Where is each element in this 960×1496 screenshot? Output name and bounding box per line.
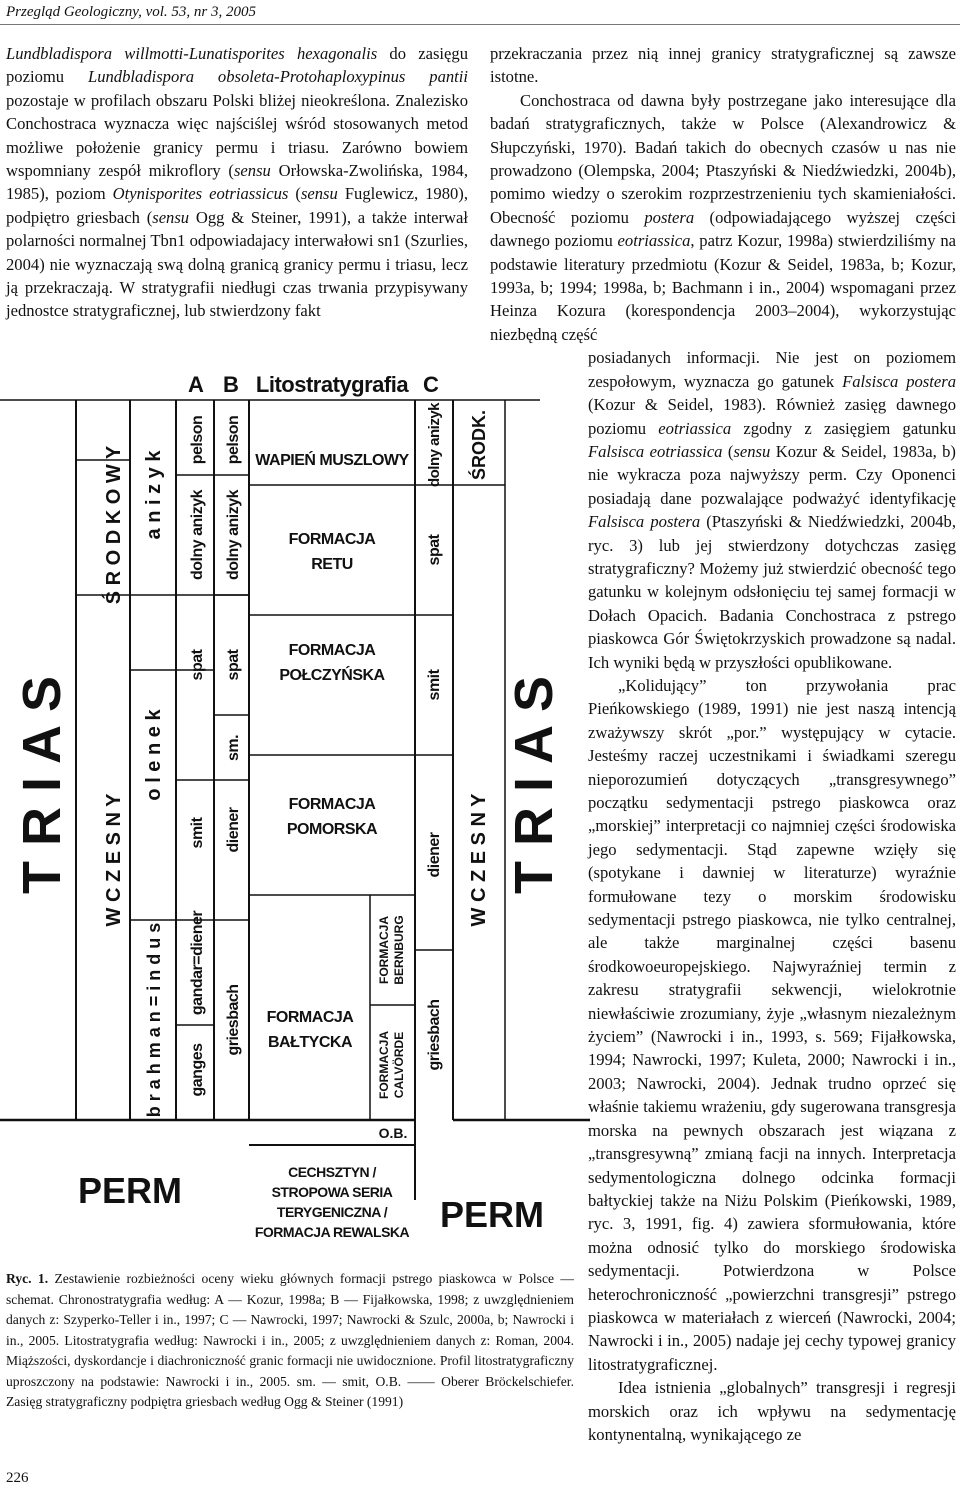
left-column-text <box>6 42 468 323</box>
fig-f-baltycka-2: BAŁTYCKA <box>268 1034 352 1051</box>
fig-header-c: C <box>423 372 439 397</box>
right-paragraph-2: Conchostraca od dawna były postrzegane jako interesujące dla badań stratygraficznych, także w Polsce (Alexandrowicz & Słupczyński, 1970). Badań takich do obecnych czasów u nas nie prowadzono (Olempska, 2004; Ptaszyński & Niedźwiedzki, 2004b), pomimo wiedzy o szerokim rozprzestrzenieniu tych skamieniałości. Obecność poziomu postera (odpowiadającego wyższej części dawnego poziomu eotriassica, patrz Kozur, 1998a) stwierdziliśmy na podstawie literatury przedmiotu (Kozur & Seidel, 1983a, b; Kozur, 1993a, b; 1994; 1998a, b; Bachmann i in., 2004) wspomagani przez Heinza Kozura (korespondencja 2003–2004), wykorzystując niezbędną część <box>490 90 956 344</box>
fig-wczesny-left: W C Z E S N Y <box>103 793 125 927</box>
fig-b-sm: sm. <box>225 734 242 762</box>
fig-olenek: o l e n e k <box>143 709 165 801</box>
right-narrow-block <box>588 346 956 1446</box>
fig-c-dolny-anizyk: dolny anizyk <box>426 402 443 488</box>
fig-c-smit: smit <box>426 669 443 701</box>
fig-a-pelson: pelson <box>189 415 206 465</box>
fig-f-polcz-1: FORMACJA <box>288 642 376 659</box>
figure-caption: Ryc. 1. Zestawienie rozbieżności oceny wieku głównych formacji pstrego piaskowca w Polsce — schemat. Chronostratygrafia według: A — Kozur, 1998a; B — Fijałkowska, 1998; z uwzględnieniem danych z: Szyperko-Teller i in., 1997; C — Nawrocki, 1997; Nawrocki & Szulc, 2000a, b; Nawrocki i in., 2005. Litostratygrafia według: Nawrocki i in., 2005; z uwzględnieniem danych z: Roman, 2004. Miąższości, dyskordancje i diachroniczność granic formacji nie uwidocznione. Profil litostratygraficzny uproszczony na podstawie: Nawrocki i in., 2005. sm. — smit, O.B. —— Oberer Bröckelschiefer. Zasięg stratygraficzny podpiętra griesbach według Ogg & Steiner (1991) <box>6 1271 574 1409</box>
fig-f-wapien: WAPIEŃ MUSZLOWY <box>255 452 409 469</box>
fig-trias-right: T R I A S <box>504 675 564 895</box>
fig-b-dolny-anizyk: dolny anizyk <box>225 489 242 581</box>
fig-f-pomor-2: POMORSKA <box>286 821 378 838</box>
right-paragraph-4: „Kolidujący” ton przywołania prac Pieńkowskiego (1989, 1991) nie jest naszą intencją zważywszy skrót „por.” występujący w cytacie. Jesteśmy raczej uczestnikami i świadkami szeregu nieporozumień dotyczących „transgresywnego” początku sedymentacji pstrego piaskowca oraz „morskiej” interpretacji co najmniej części środowiska jego sedymentacji. Stąd zapewne wzięły się (spotykane i dawniej w literaturze) wyraźnie formułowane tezy o morskim środowisku sedymentacji pstrego piaskowca, nie tylko centralnej, ale także marginalnej części basenu środkowoeuropejskiego. Najwyraźniej termin z zakresu stratygrafii sekwencji, wielokrotnie niewłaściwie zrozumiany, żyje „własnym niezależnym życiem” (Nawrocki i in., 1993, s. 569; Fijałkowska, 1994; Nawrocki, 1997; Kuleta, 2000; Nawrocki i in., 2003; Nawrocki, 2004). Jednak trudno oprzeć się właśnie takiemu wrażeniu, gdy sugerowana transgresja morska na pewnych obszarach jest wiązana z „transgresywną” zmianą facji na innych. Interpretacja sedymentologiczna dolnego odcinka formacji bałtyckiej także na Niżu Polskim (Pieńkowski, 1989, ryc. 3, 1991, fig. 4) zawiera sformułowania, które można odnosić tylko do morskiego środowiska sedymentacji. Potwierdzona w Polsce heterochroniczność „powierzchni transgresji” pstrego piaskowca w materiałach z wierceń (Nawrocki, 2004; Nawrocki i in., 2005) nadaje jej cechy typowej granicy litostratygraficznej. <box>588 675 956 1374</box>
fig-c-diener: diener <box>426 832 443 878</box>
fig-b-diener: diener <box>225 807 242 853</box>
fig-header-b: B <box>223 372 239 397</box>
fig-b-pelson: pelson <box>225 415 242 465</box>
fig-f-retu-2: RETU <box>311 556 353 573</box>
fig-f-baltycka-1: FORMACJA <box>266 1009 354 1026</box>
fig-a-gandar: gandar=diener <box>189 910 206 1016</box>
figure-svg <box>0 365 590 1255</box>
fig-c-griesbach: griesbach <box>426 999 443 1071</box>
fig-f-calvorde-2: CALVÖRDE <box>392 1031 406 1099</box>
fig-ob: O.B. <box>378 1125 408 1141</box>
fig-f-pomor-1: FORMACJA <box>288 796 376 813</box>
fig-a-dolny-anizyk: dolny anizyk <box>189 489 206 581</box>
right-paragraph-3: posiadanych informacji. Nie jest on poziomem zespołowym, wyznacza go gatunek Falsisca postera (Kozur & Seidel, 1983). Również zasięg dawnego poziomu eotriassica zgodny z zasięgiem gatunku Falsisca eotriassica (sensu Kozur & Seidel, 1983a, b) nie wykracza poza najwyższy perm. Czy Oponenci posiadają dane pozwalające podważyć identyfikację Falsisca postera (Ptaszyński & Niedźwiedzki, 2004b, ryc. 3) lub jej stwierdzony dotychczas zasięg stratygraficzny? Możemy już stwierdzić obecność tego gatunku w kolejnym odsłonięciu tej samej formacji w Dołach Opacich. Badania Conchostraca z pstrego piaskowca Gór Świętokrzyskich prowadzone są nadal. Ich wyniki będą w przyszłości opublikowane. <box>588 348 956 672</box>
right-paragraph-5: Idea istnienia „globalnych” transgresji i regresji morskich oraz ich wpływu na sedymentację kontynentalną, wynikającego ze <box>588 1378 956 1444</box>
fig-f-bernburg-1: FORMACJA <box>377 916 391 984</box>
figure-stratigraphy <box>0 365 590 1255</box>
fig-f-bernburg-2: BERNBURG <box>392 915 406 985</box>
fig-b-spat: spat <box>225 649 242 681</box>
fig-perm-left: PERM <box>77 1170 183 1211</box>
fig-brahman: b r a h m a n = i n d u s <box>144 922 164 1118</box>
fig-a-smit: smit <box>189 817 206 849</box>
fig-anizyk: a n i z y k <box>143 450 165 540</box>
fig-a-ganges: ganges <box>189 1043 206 1097</box>
fig-cechsztyn-4: FORMACJA REWALSKA <box>254 1224 410 1240</box>
fig-f-retu-1: FORMACJA <box>288 531 376 548</box>
left-paragraph: Lundbladispora willmotti-Lunatisporites hexagonalis do zasięgu poziomu Lundbladispora obsoleta-Protohaploxypinus pantii pozostaje w profilach obszaru Polski bliżej nieokreślona. Znalezisko Conchostraca wyznacza więc najściślej wśród stosowanych metod możliwe położenie granicy permu i triasu. Zarówno bowiem wspomniany zespół mikroflory (sensu Orłowska-Zwolińska, 1984, 1985), poziom Otynisporites eotriassicus (sensu Fuglewicz, 1980), podpiętro griesbach (sensu Ogg & Steiner, 1991), a także interwał polarności normalnej Tbn1 odpowiadajacy interwałowi sn1 (Szurlies, 2004) nie wyznaczają swą dolną granicą granicy permu i triasu, lecz ją przekraczają. W stratygrafii niedługi czas trwania przypisywany jednostce stratygraficznej, lub stwierdzony fakt <box>6 44 469 321</box>
fig-c-srodk: ŚRODK. <box>469 409 489 481</box>
fig-a-spat: spat <box>189 649 206 681</box>
right-paragraph-1: przekraczania przez nią innej granicy stratygraficznej są zawsze istotne. <box>490 44 956 87</box>
fig-cechsztyn-3: TERYGENICZNA / <box>276 1204 388 1220</box>
fig-f-calvorde-1: FORMACJA <box>377 1031 391 1099</box>
fig-header-a: A <box>188 372 204 397</box>
page-number: 226 <box>6 1470 29 1486</box>
fig-srodkowy: Ś R O D K O W Y <box>103 445 125 605</box>
fig-f-polcz-2: POŁCZYŃSKA <box>279 667 385 684</box>
fig-perm-right: PERM <box>439 1194 545 1235</box>
fig-wczesny-right: W C Z E S N Y <box>468 793 490 927</box>
running-header: Przegląd Geologiczny, vol. 53, nr 3, 2005 <box>6 4 256 20</box>
header-rule <box>0 24 960 25</box>
fig-trias-left: T R I A S <box>12 675 72 895</box>
fig-cechsztyn-2: STROPOWA SERIA <box>271 1184 393 1200</box>
fig-b-griesbach: griesbach <box>225 984 242 1056</box>
fig-cechsztyn-1: CECHSZTYN / <box>288 1164 376 1180</box>
fig-header-lito: Litostratygrafia <box>255 372 409 397</box>
fig-c-spat: spat <box>426 534 443 566</box>
